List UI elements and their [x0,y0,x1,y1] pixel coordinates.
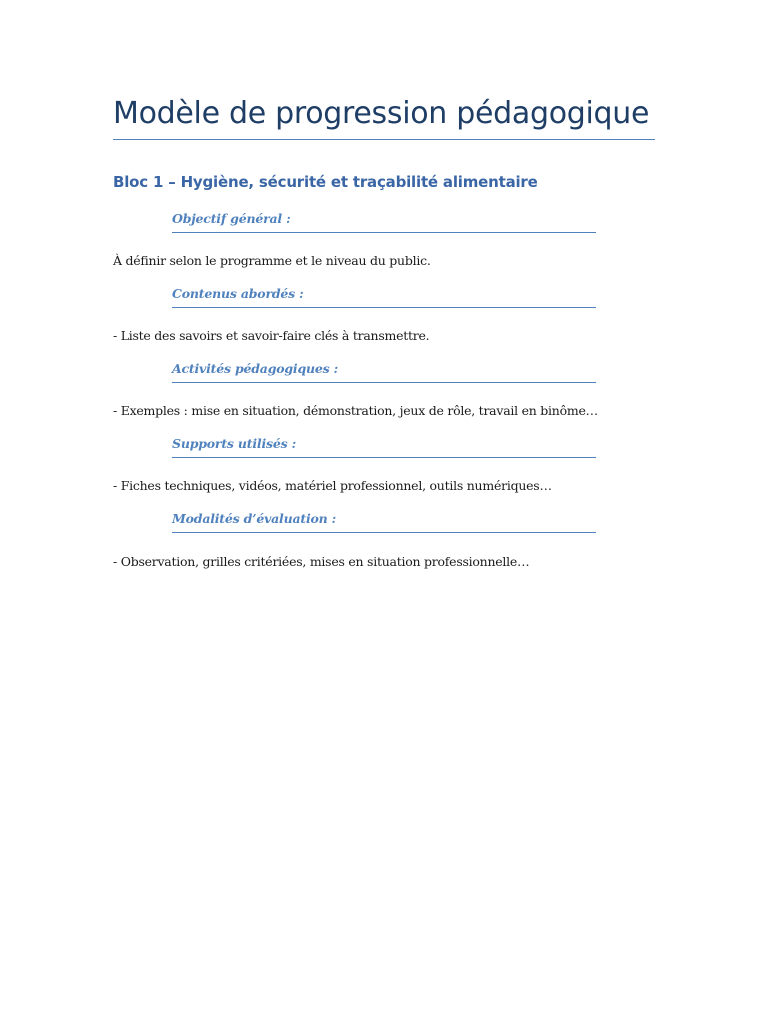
section-heading-evaluation: Modalités d’évaluation : [172,511,337,526]
bloc-heading: Bloc 1 – Hygiène, sécurité et traçabilité alimentaire [113,173,538,191]
section-heading-activites: Activités pédagogiques : [172,361,339,376]
section-divider [172,232,596,233]
section-text-supports: - Fiches techniques, vidéos, matériel professionnel, outils numériques… [113,478,552,493]
section-text-contenus: - Liste des savoirs et savoir-faire clés à transmettre. [113,328,430,343]
section-divider [172,532,596,533]
section-divider [172,307,596,308]
section-text-evaluation: - Observation, grilles critériées, mises en situation professionnelle… [113,554,530,569]
title-divider [113,139,655,140]
section-divider [172,382,596,383]
page-title: Modèle de progression pédagogique [113,96,650,131]
section-text-activites: - Exemples : mise en situation, démonstration, jeux de rôle, travail en binôme… [113,403,598,418]
section-heading-contenus: Contenus abordés : [172,286,304,301]
section-divider [172,457,596,458]
section-heading-objectif: Objectif général : [172,211,291,226]
section-text-objectif: À définir selon le programme et le niveau du public. [113,253,431,268]
section-heading-supports: Supports utilisés : [172,436,296,451]
